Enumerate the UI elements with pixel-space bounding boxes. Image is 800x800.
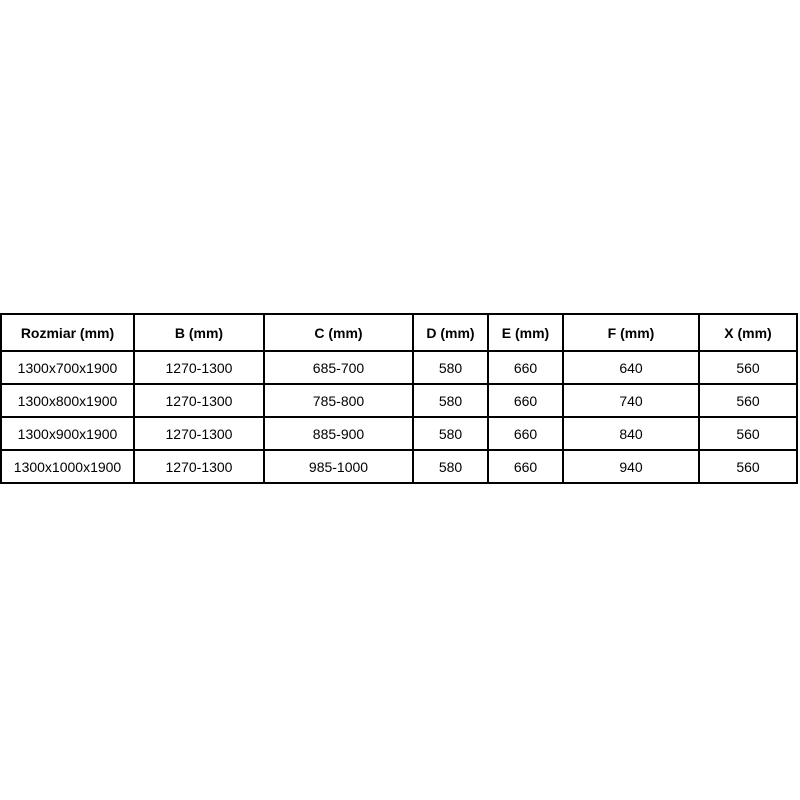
header-cell-c: C (mm) (264, 314, 413, 351)
table-row (1, 450, 797, 483)
table-row (1, 351, 797, 384)
table-cell: 740 (563, 384, 699, 417)
table-header-row (1, 314, 797, 351)
table-cell: 560 (699, 417, 797, 450)
table-cell: 940 (563, 450, 699, 483)
table-cell: 560 (699, 384, 797, 417)
table-cell: 660 (488, 450, 563, 483)
header-cell-rozmiar: Rozmiar (mm) (1, 314, 134, 351)
header-cell-f: F (mm) (563, 314, 699, 351)
table-cell: 1270-1300 (134, 384, 264, 417)
header-cell-x: X (mm) (699, 314, 797, 351)
table-cell: 985-1000 (264, 450, 413, 483)
table-cell: 660 (488, 384, 563, 417)
table-cell: 660 (488, 417, 563, 450)
table-cell: 560 (699, 450, 797, 483)
table-cell: 580 (413, 450, 488, 483)
table-row (1, 417, 797, 450)
table-cell: 580 (413, 384, 488, 417)
table-cell: 640 (563, 351, 699, 384)
header-cell-e: E (mm) (488, 314, 563, 351)
table-cell: 580 (413, 417, 488, 450)
table-body (1, 351, 797, 483)
table-cell: 660 (488, 351, 563, 384)
table-cell: 1270-1300 (134, 351, 264, 384)
table-cell: 840 (563, 417, 699, 450)
size-spec-table (0, 313, 798, 484)
table-cell: 685-700 (264, 351, 413, 384)
table-cell: 1300x700x1900 (1, 351, 134, 384)
table-cell: 885-900 (264, 417, 413, 450)
table-cell: 785-800 (264, 384, 413, 417)
table-cell: 580 (413, 351, 488, 384)
table-row (1, 384, 797, 417)
table-cell: 1300x800x1900 (1, 384, 134, 417)
table-cell: 1270-1300 (134, 417, 264, 450)
table-cell: 560 (699, 351, 797, 384)
table-header (1, 314, 797, 351)
header-cell-b: B (mm) (134, 314, 264, 351)
table-cell: 1300x1000x1900 (1, 450, 134, 483)
table-cell: 1270-1300 (134, 450, 264, 483)
header-cell-d: D (mm) (413, 314, 488, 351)
table-cell: 1300x900x1900 (1, 417, 134, 450)
